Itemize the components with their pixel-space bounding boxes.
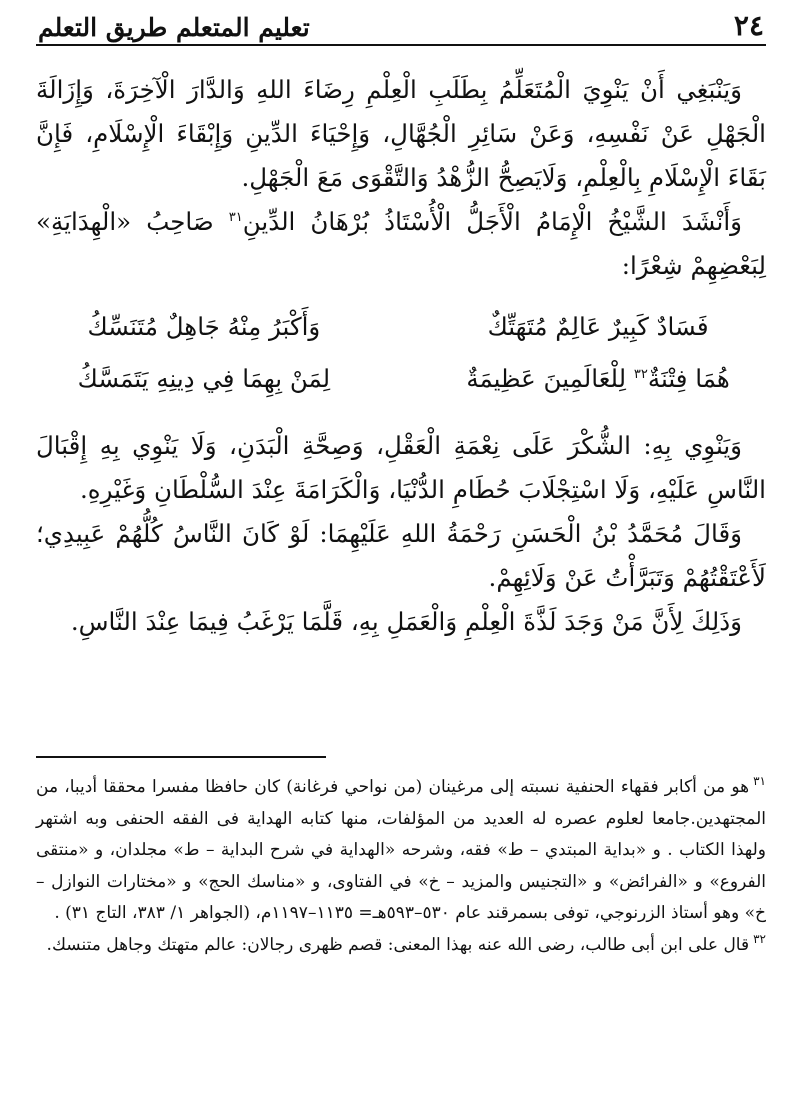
verse-1 xyxy=(36,300,766,352)
verse-2-second-hemistich: لِمَنْ بِهِمَا فِي دِينِهِ يَتَمَسَّكُ xyxy=(77,363,331,393)
footnote-ref-32[interactable]: ٣٢ xyxy=(633,366,648,382)
paragraph-quote-muhammad: وَقَالَ مُحَمَّدُ بْنُ الْحَسَنِ رَحْمَةُ اللهِ عَلَيْهِمَا: لَوْ كَانَ النَّاسُ كُلُّهُمْ عَبِيدِي؛ لَأَعْتَقْتُهُمْ وَتَبَرَّأْتُ عَنْ وَلَائِهِمْ. xyxy=(36,519,766,592)
paragraph-conclusion: وَذَلِكَ لِأَنَّ مَنْ وَجَدَ لَذَّةَ الْعِلْمِ وَالْعَمَلِ بِهِ، قَلَّمَا يَرْغَبُ فِيمَا عِنْدَ النَّاسِ. xyxy=(70,607,742,636)
verse-1-second-hemistich: وَأَكْبَرُ مِنْهُ جَاهِلٌ مُتَنَسِّكُ xyxy=(87,311,321,341)
footnote-32-text: قال على ابن أبى طالب، رضى الله عنه بهذا المعنى: قصم ظهرى رجالان: عالم متهتك وجاهل متنسك. xyxy=(46,934,750,955)
footnote-separator xyxy=(36,756,326,758)
footnote-32-mark: ٣٢ xyxy=(753,931,766,946)
poem xyxy=(36,300,766,404)
running-title: تعليم المتعلم طريق التعلم xyxy=(38,13,310,42)
footnotes xyxy=(36,772,766,961)
footnote-31 xyxy=(36,772,766,930)
poem-intro-text-end: صَاحِبُ «الْهِدَايَةِ» لِبَعْضِهِمْ شِعْرًا: xyxy=(36,207,766,280)
footnote-31-mark: ٣١ xyxy=(753,774,766,789)
page-number: ٢٤ xyxy=(733,9,764,42)
paragraph-gratitude: وَيَنْوِي بِهِ: الشُّكْرَ عَلَى نِعْمَةِ الْعَقْلِ، وَصِحَّةِ الْبَدَنِ، وَلَا يَنْوِي بِهِ إِقْبَالَ النَّاسِ عَلَيْهِ، وَلَا اسْتِجْلَابَ حُطَامِ الدُّنْيَا، وَالْكَرَامَةَ عِنْدَ السُّلْطَانِ وَغَيْرِهِ. xyxy=(36,431,766,504)
footnote-31-text: هو من أكابر فقهاء الحنفية نسبته إلى مرغينان (من نواحي فرغانة) كان حافظا مفسرا محققا أديبا، من المجتهدين.جامعا لعلوم عصره له العديد من المؤلفات، منها كتابه الهداية فى الفقه الحنفى وبه اشتهر ولهذا الكتاب . و «بداية المبتدي – ط» فقه، وشرحه «الهداية في شرح البداية – ط» مجلدان، و «منتقى الفروع» و «الفرائض» و «التجنيس والمزيد – خ» في الفتاوى، و «مناسك الحج» و «مختارات النوازل – خ» وهو أستاذ الزرنوجي، توفى بسمرقند عام ٥٣٠–٥٩٣هـ= ١١٣٥–١١٩٧م، (الجواهر ١/ ٣٨٣، التاج ٣١) . xyxy=(36,777,766,923)
verse-2-first-hemistich xyxy=(430,364,766,393)
page-header xyxy=(36,0,766,46)
verse-2-text-start: هُمَا فِتْنَةٌ xyxy=(647,363,730,393)
footnote-32 xyxy=(36,930,766,962)
poem-intro-text-start: وَأَنْشَدَ الشَّيْخُ الْإِمَامُ الْأَجَلُّ الْأُسْتَاذُ بُرْهَانُ الدِّينِ xyxy=(242,207,742,236)
verse-2 xyxy=(36,352,766,404)
verse-2-text-end: لِلْعَالَمِينَ عَظِيمَةٌ xyxy=(466,363,634,393)
main-text xyxy=(36,68,766,644)
footnote-ref-31[interactable]: ٣١ xyxy=(228,209,243,225)
paragraph-poem-intro xyxy=(36,200,766,288)
paragraph-intention: وَيَنْبَغِي أَنْ يَنْوِيَ الْمُتَعَلِّمُ بِطَلَبِ الْعِلْمِ رِضَاءَ اللهِ وَالدَّارَ الْآخِرَةَ، وَإِزَالَةَ الْجَهْلِ عَنْ نَفْسِهِ، وَعَنْ سَائِرِ الْجُهَّالِ، وَإِحْيَاءَ الدِّينِ وَإِبْقَاءَ الْإِسْلَامِ، فَإِنَّ بَقَاءَ الْإِسْلَامِ بِالْعِلْمِ، وَلَايَصِحُّ الزُّهْدُ وَالتَّقْوَى مَعَ الْجَهْلِ. xyxy=(36,75,766,192)
verse-1-first-hemistich: فَسَادٌ كَبِيرٌ عَالِمٌ مُتَهَتِّكٌ xyxy=(487,311,709,341)
